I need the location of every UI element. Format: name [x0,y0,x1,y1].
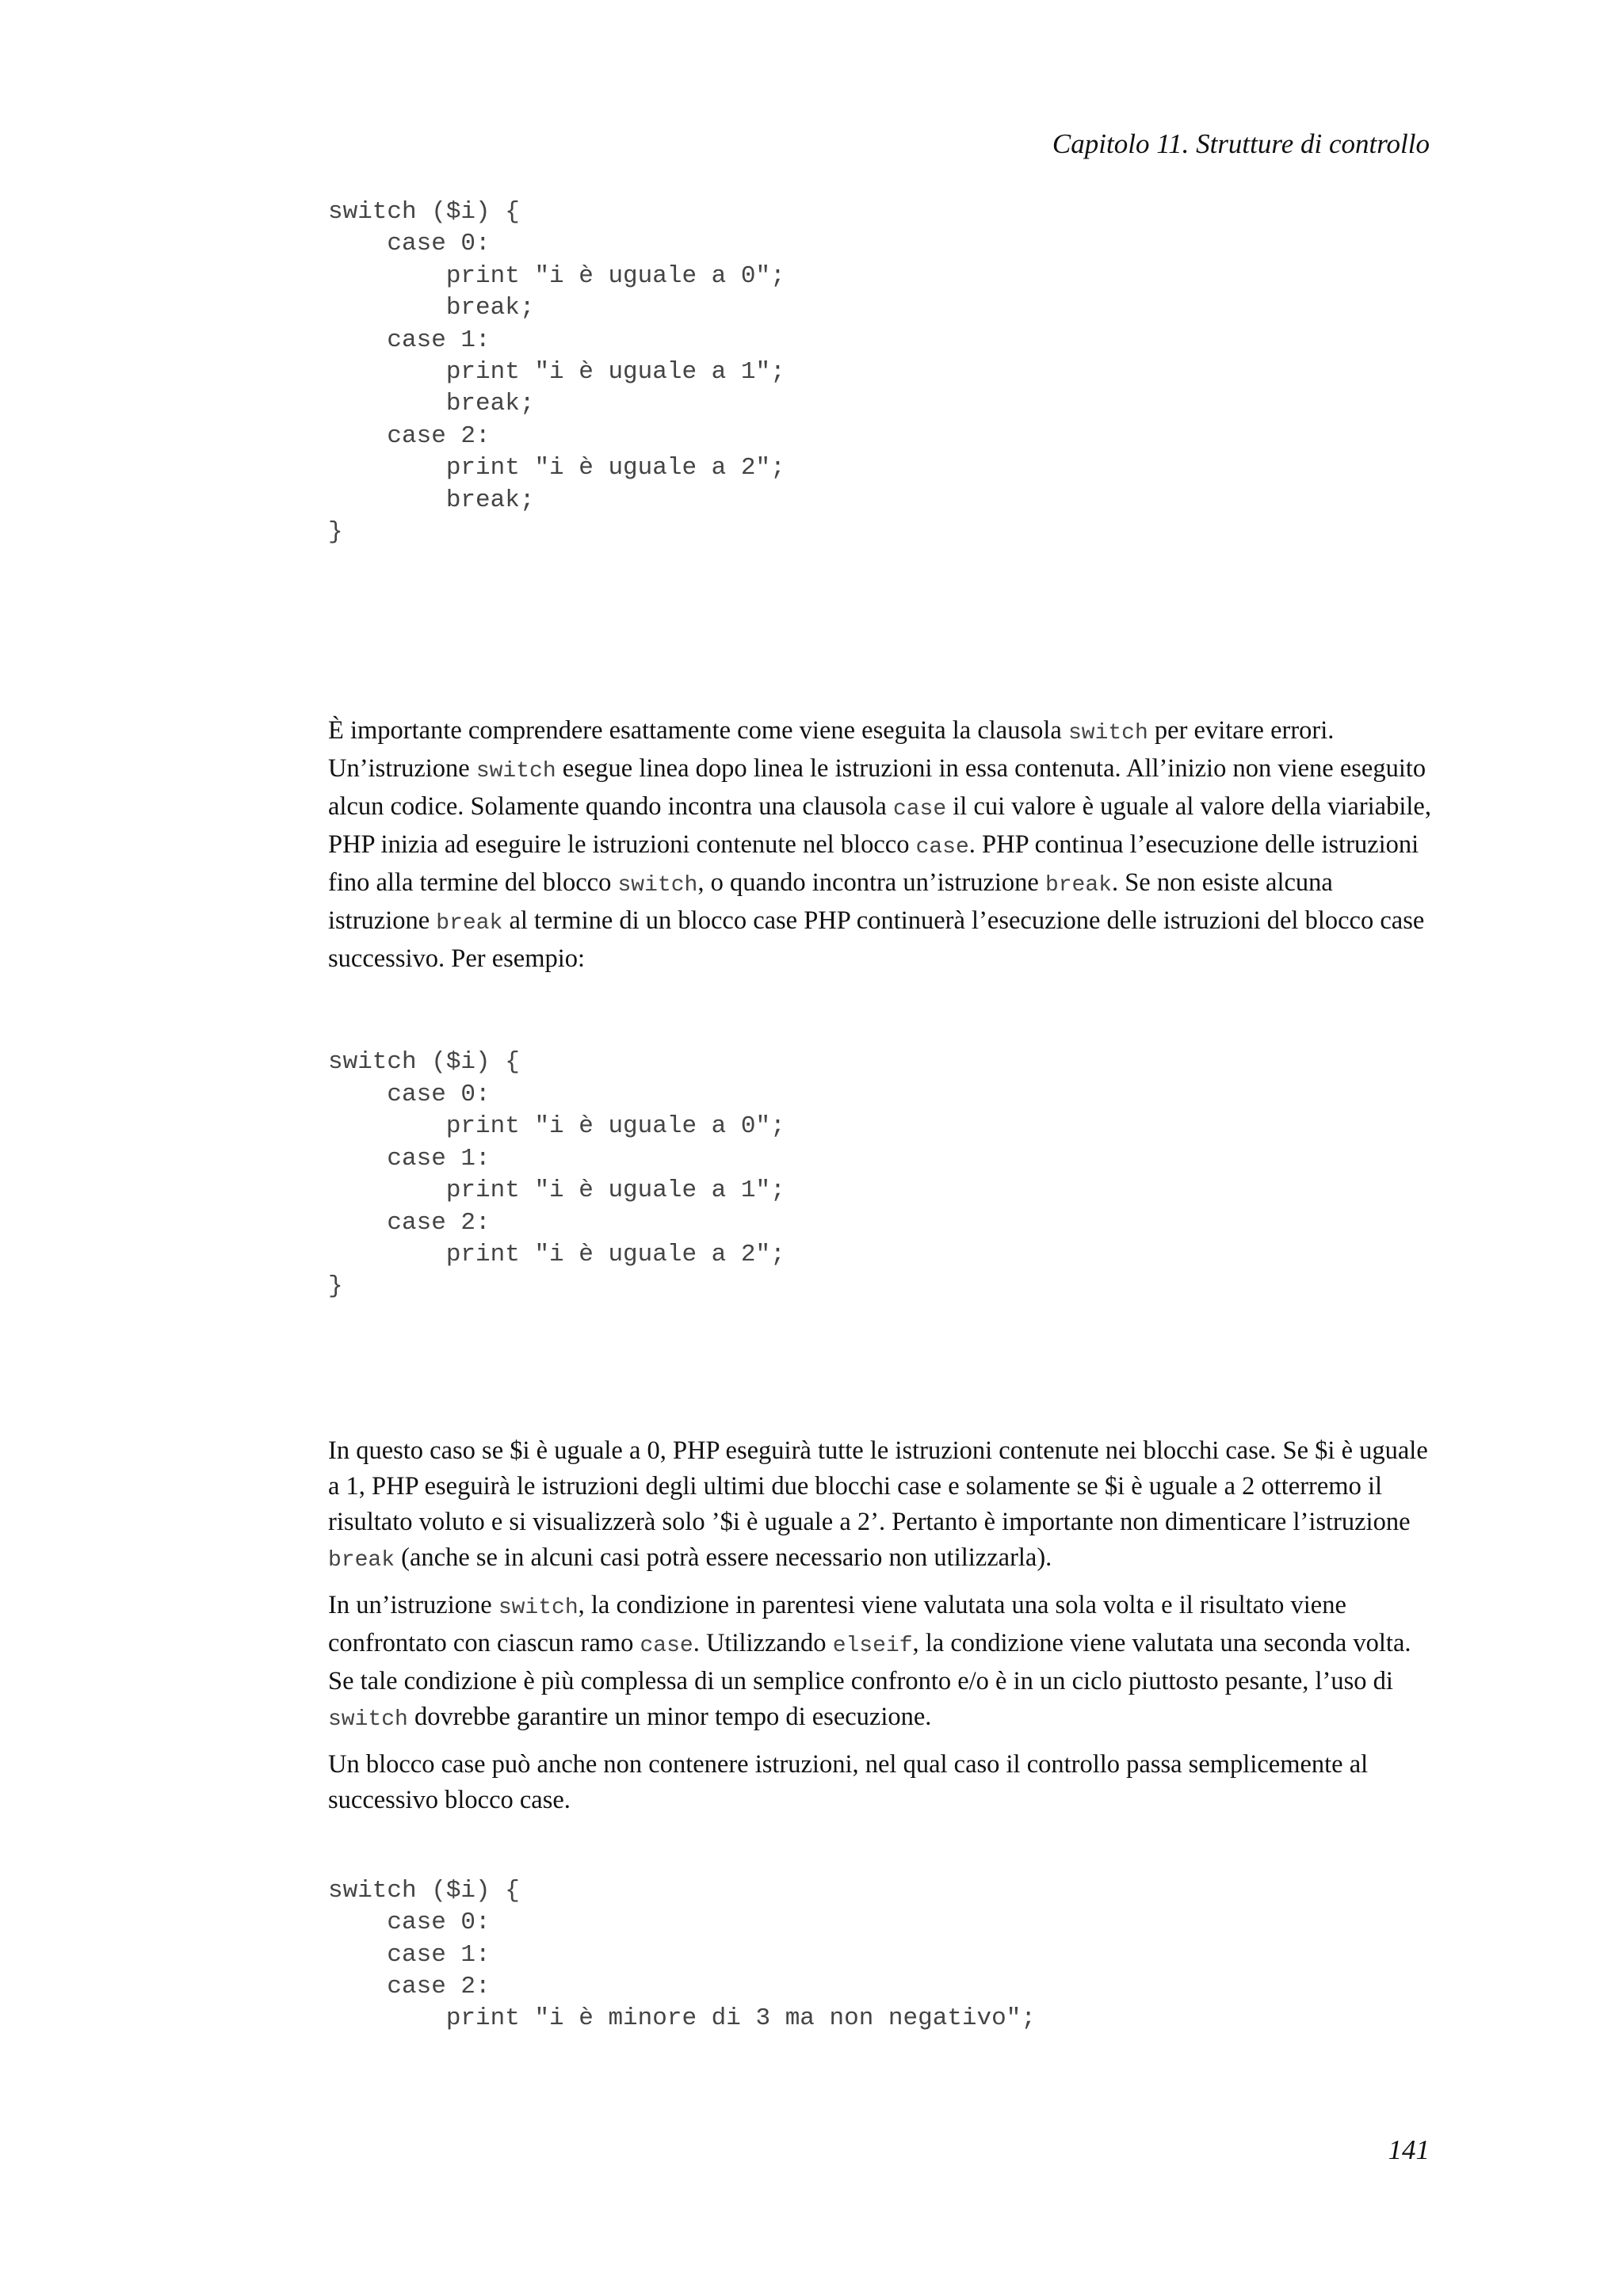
code-block-switch-without-break: switch ($i) { case 0: print "i è uguale a 0"; case 1: print "i è uguale a 1"; case 2: print "i è uguale a 2"; } [328,1048,785,1301]
inline-code: case [892,797,947,822]
text-run: dovrebbe garantire un minor tempo di esecuzione. [407,1702,932,1731]
page-content [328,196,1438,2035]
paragraph-fallthrough-explanation [328,1433,1438,1578]
text-run: In un’istruzione [328,1590,498,1619]
text-run: , la condizione viene valutata una seconda volta. Se tale condizione è più complessa di un semplice confronto e/o è in un ciclo piuttosto pesante, l’uso di [328,1628,1411,1695]
text-run: per evitare errori. Un’istruzione [328,716,1335,784]
inline-code: switch [498,1595,579,1620]
inline-code: break [1044,873,1112,898]
text-run: esegue linea dopo linea le istruzioni in essa contenuta. All’inizio non viene eseguito alcun codice. Solamente quando incontra una clausola [328,754,1426,822]
text-run: . Se non esiste alcuna istruzione [328,868,1333,936]
text-run: Un blocco case può anche non contenere istruzioni, nel qual caso il controllo passa semplicemente al successivo blocco case. [328,1749,1369,1814]
text-run: il cui valore è uguale al valore della viariabile, PHP inizia ad eseguire le istruzioni contenute nel blocco [328,792,1431,860]
inline-code: elseif [832,1633,913,1658]
inline-code: switch [1067,721,1148,746]
text-run: , o quando incontra un’istruzione [697,868,1045,898]
inline-code: case [640,1633,693,1658]
text-run: al termine di un blocco case PHP continuerà l’esecuzione delle istruzioni del blocco case successivo. Per esempio: [328,906,1425,974]
text-run: In questo caso se $i è uguale a 0, PHP eseguirà tutte le istruzioni contenute nei blocchi case. Se $i è uguale a 1, PHP eseguirà le istruzioni degli ultimi due blocchi case e solamente se $i è uguale a 2 otterremo il risultato voluto e si visualizzerà solo ’$i è uguale a 2’. Pertanto è importante non dimenticare l’istruzione [328,1436,1428,1536]
inline-code: switch [617,873,698,898]
running-header: Capitolo 11. Strutture di controllo [1052,128,1430,159]
paragraph-empty-case [328,1747,1438,1818]
code-block-switch-with-break: switch ($i) { case 0: print "i è uguale a 0"; break; case 1: print "i è uguale a 1"; break; case 2: print "i è uguale a 2"; break; } [328,198,785,547]
paragraph-switch-vs-elseif [328,1588,1438,1737]
text-run: . Utilizzando [693,1628,833,1657]
text-run: (anche se in alcuni casi potrà essere necessario non utilizzarla). [395,1543,1052,1572]
code-block-empty-cases: switch ($i) { case 0: case 1: case 2: print "i è minore di 3 ma non negativo"; [328,1876,1036,2033]
text-run: , la condizione in parentesi viene valutata una sola volta e il risultato viene confrontato con ciascun ramo [328,1590,1346,1657]
inline-code: switch [328,1707,408,1732]
page-number: 141 [1388,2134,1430,2165]
inline-code: case [915,835,969,860]
inline-code: break [436,911,503,936]
text-run: . PHP continua l’esecuzione delle istruzioni fino alla termine del blocco [328,830,1419,898]
inline-code: switch [475,759,556,784]
inline-code: break [328,1547,395,1573]
text-run: È importante comprendere esattamente come viene eseguita la clausola [328,716,1068,746]
paragraph-switch-execution [328,713,1438,977]
